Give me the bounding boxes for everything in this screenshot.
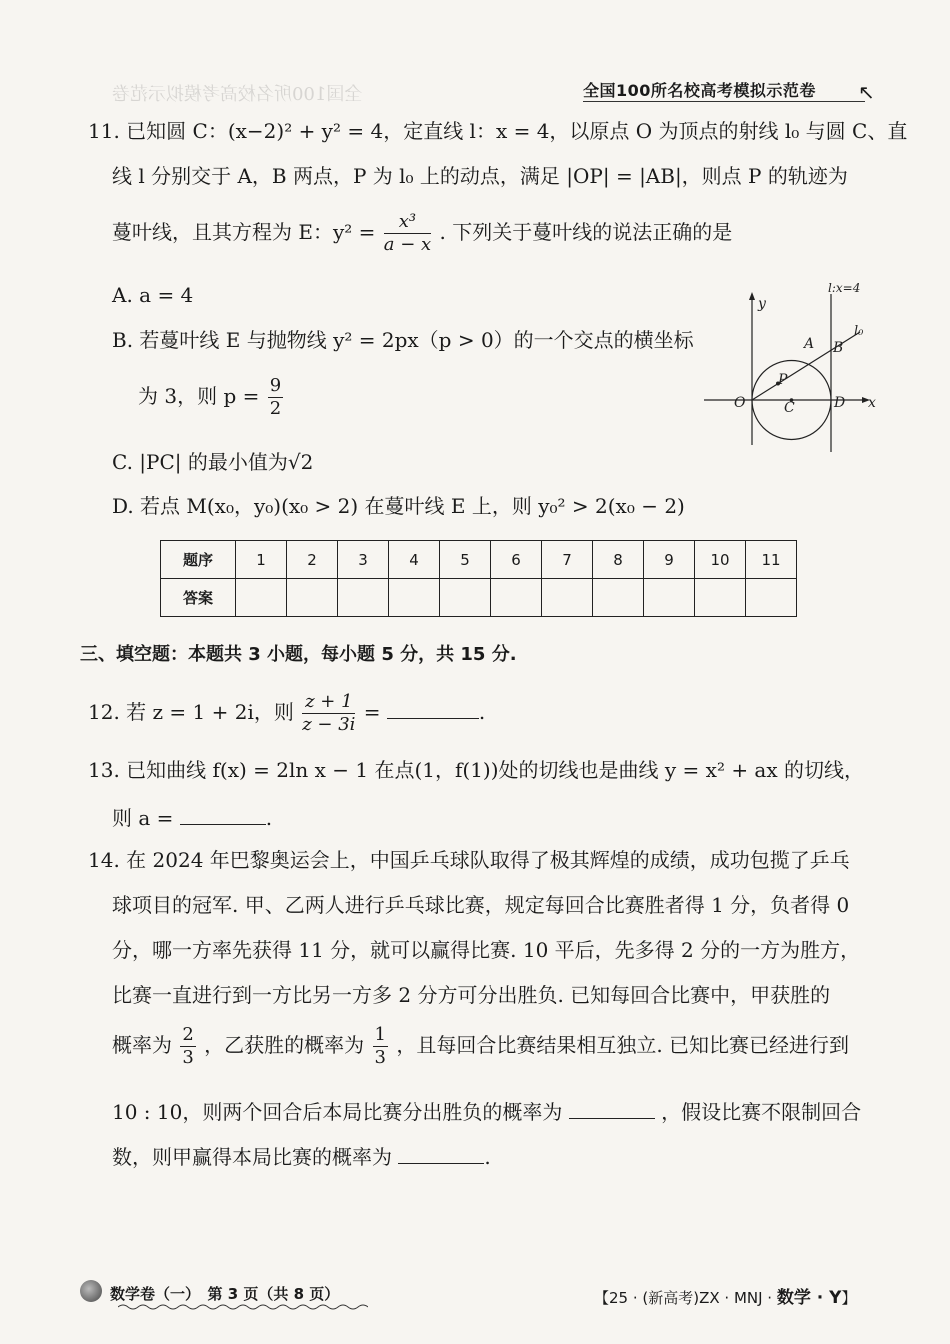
- q11-option-c: C. |PC| 的最小值为√2: [112, 450, 314, 474]
- fraction-numerator: 1: [374, 1024, 386, 1045]
- answer-table: [160, 540, 797, 617]
- q14-line-3: 分，哪一方率先获得 11 分，就可以赢得比赛. 10 平后，先多得 2 分的一方为胜方，: [112, 938, 861, 962]
- table-cell: 1: [236, 541, 287, 579]
- q13-line-2: [112, 806, 272, 828]
- q13-line-1: 13. 已知曲线 f(x) = 2ln x − 1 在点(1，f(1))处的切线也是曲线 y = x² + ax 的切线，: [88, 758, 864, 782]
- table-cell: 10: [695, 541, 746, 579]
- q12-text: 12. 若 z = 1 + 2i，则: [88, 699, 294, 724]
- q14-line-5-c: ，且每回合比赛结果相互独立. 已知比赛已经进行到: [396, 1032, 850, 1057]
- point-c-label: C: [784, 400, 795, 416]
- q13-answer-blank[interactable]: [180, 806, 266, 825]
- fraction-numerator: x³: [384, 212, 431, 234]
- q14-line-7: [112, 1145, 491, 1167]
- answer-cell[interactable]: [746, 579, 797, 617]
- table-cell: 8: [593, 541, 644, 579]
- q12-equals: =: [363, 699, 381, 724]
- q14-line-5-b: ，乙获胜的概率为: [204, 1032, 365, 1057]
- answer-table-answer-row: [161, 579, 797, 617]
- fraction-numerator: z + 1: [302, 692, 355, 714]
- q12-fraction: [302, 692, 355, 735]
- table-cell: 2: [287, 541, 338, 579]
- header-underline: [583, 101, 865, 102]
- table-cell: 11: [746, 541, 797, 579]
- footer-subject: 数学 · Y: [776, 1288, 842, 1308]
- table-cell: 4: [389, 541, 440, 579]
- fraction-denominator: 3: [182, 1046, 194, 1068]
- q12-answer-blank[interactable]: [387, 700, 479, 719]
- q14-line-6-text: 10 : 10，则两个回合后本局比赛分出胜负的概率为: [112, 1100, 563, 1124]
- q14-prob-a-fraction: [180, 1025, 195, 1068]
- exam-series-title: 全国100所名校高考模拟示范卷: [583, 81, 816, 100]
- answer-table-number-row: [161, 541, 797, 579]
- q14-line-1: 14. 在 2024 年巴黎奥运会上，中国乒乓球队取得了极其辉煌的成绩，成功包揽了乒乓: [88, 848, 850, 872]
- table-cell: 3: [338, 541, 389, 579]
- y-axis-label: y: [758, 296, 766, 312]
- row-label-answer: 答案: [161, 579, 236, 617]
- footer-logo-icon: [80, 1280, 102, 1302]
- q11-option-b-line-2: [138, 376, 285, 419]
- answer-cell[interactable]: [644, 579, 695, 617]
- q11-line-3: [112, 212, 732, 255]
- q14-line-6: [112, 1100, 861, 1122]
- fraction-denominator: a − x: [383, 233, 432, 255]
- q11-figure: [700, 280, 890, 460]
- footer-exam-code: [594, 1283, 856, 1308]
- q11-option-a: A. a = 4: [112, 283, 194, 307]
- q14-answer-blank-2[interactable]: [398, 1145, 484, 1164]
- q14-line-6-tail: ，假设比赛不限制回合: [661, 1100, 862, 1124]
- table-cell: 9: [644, 541, 695, 579]
- answer-cell[interactable]: [491, 579, 542, 617]
- answer-cell[interactable]: [236, 579, 287, 617]
- q14-line-2: 球项目的冠军. 甲、乙两人进行乒乓球比赛，规定每回合比赛胜者得 1 分，负者得 0: [112, 893, 850, 917]
- q11-line-3-text: 蔓叶线，且其方程为 E：y² =: [112, 219, 376, 244]
- point-p-label: P: [778, 372, 788, 388]
- point-o-label: O: [734, 395, 746, 411]
- table-cell: 5: [440, 541, 491, 579]
- answer-cell[interactable]: [389, 579, 440, 617]
- section-3-title: 三、填空题：本题共 3 小题，每小题 5 分，共 15 分.: [80, 644, 517, 665]
- table-cell: 7: [542, 541, 593, 579]
- q12-line: [88, 692, 485, 735]
- q11-line-1: 11. 已知圆 C：(x−2)² + y² = 4，定直线 l：x = 4，以原点 O 为顶点的射线 l₀ 与圆 C、直: [88, 119, 908, 143]
- fraction-denominator: z − 3i: [302, 713, 356, 735]
- q13-line-2-text: 则 a =: [112, 806, 174, 830]
- answer-cell[interactable]: [440, 579, 491, 617]
- point-d-label: D: [834, 395, 846, 411]
- q11-option-b-text: 为 3，则 p =: [138, 383, 260, 408]
- q14-prob-b-fraction: [373, 1025, 388, 1068]
- q11-line-2: 线 l 分别交于 A，B 两点，P 为 l₀ 上的动点，满足 |OP| = |AB|，则点 P 的轨迹为: [112, 164, 848, 188]
- answer-cell[interactable]: [338, 579, 389, 617]
- footer-wave-decoration: [118, 1303, 368, 1311]
- table-cell: 6: [491, 541, 542, 579]
- footer-bracket: 】: [841, 1289, 857, 1307]
- q13-period: .: [265, 806, 273, 830]
- answer-cell[interactable]: [287, 579, 338, 617]
- point-a-label: A: [804, 336, 815, 352]
- header-ornament-icon: ↖: [858, 80, 875, 104]
- row-label-number: 题序: [161, 541, 236, 579]
- answer-cell[interactable]: [593, 579, 644, 617]
- q12-period: .: [478, 699, 486, 724]
- answer-cell[interactable]: [695, 579, 746, 617]
- fraction-numerator: 2: [182, 1024, 194, 1045]
- q14-period: .: [484, 1145, 491, 1169]
- footer-code-text: 【25 · (新高考)ZX · MNJ ·: [594, 1289, 777, 1307]
- point-b-label: B: [833, 340, 844, 356]
- q11-curve-fraction: [384, 212, 431, 255]
- q11-option-d: D. 若点 M(x₀，y₀)(x₀ > 2) 在蔓叶线 E 上，则 y₀² > 2(x₀ − 2): [112, 494, 685, 518]
- fraction-denominator: 2: [269, 397, 282, 419]
- x-axis-label: x: [868, 395, 876, 411]
- q11-option-b-line-1: B. 若蔓叶线 E 与抛物线 y² = 2px（p > 0）的一个交点的横坐标: [112, 328, 694, 352]
- q14-line-5: [112, 1025, 849, 1068]
- q11-option-b-fraction: [268, 376, 283, 419]
- line-l-label: l:x=4: [828, 281, 861, 295]
- fraction-denominator: 3: [374, 1046, 386, 1068]
- q11-line-3-tail: . 下列关于蔓叶线的说法正确的是: [439, 219, 733, 244]
- fraction-numerator: 9: [269, 375, 282, 396]
- l0-label: l₀: [854, 324, 864, 339]
- bleed-through-header: 全国100所名校高考模拟示范卷: [112, 84, 363, 105]
- q14-answer-blank-1[interactable]: [569, 1100, 655, 1119]
- answer-cell[interactable]: [542, 579, 593, 617]
- q14-line-4: 比赛一直进行到一方比另一方多 2 分方可分出胜负. 已知每回合比赛中，甲获胜的: [112, 983, 831, 1007]
- y-axis-arrow: [749, 292, 755, 300]
- footer-page-info: 数学卷（一） 第 3 页（共 8 页）: [110, 1285, 340, 1303]
- q14-line-7-text: 数，则甲赢得本局比赛的概率为: [112, 1145, 392, 1169]
- q14-line-5-a: 概率为: [112, 1032, 172, 1057]
